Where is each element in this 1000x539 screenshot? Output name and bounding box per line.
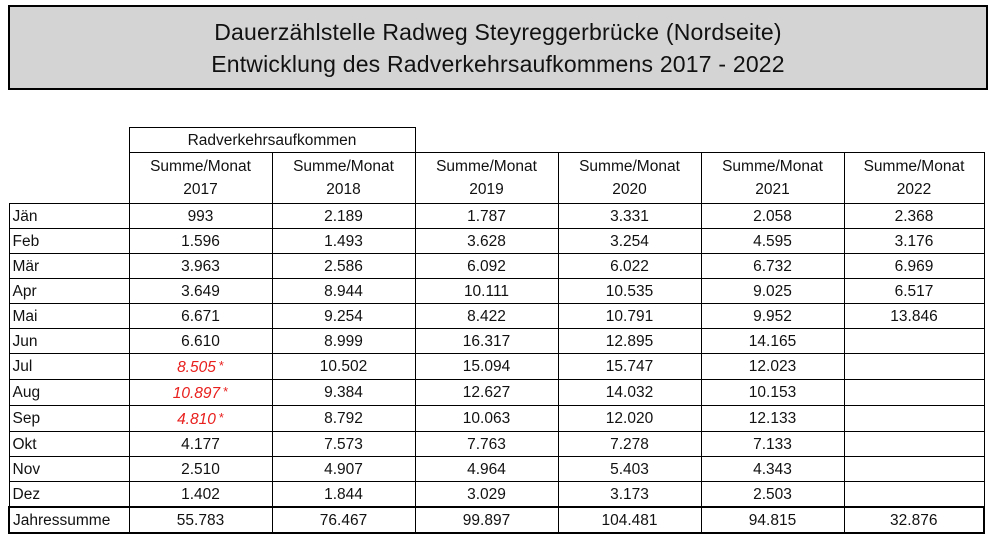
- table-cell: [129, 406, 272, 432]
- total-row: [9, 507, 984, 533]
- table-cell: 14.032: [558, 380, 701, 406]
- column-header-label: Summe/Monat: [293, 158, 394, 175]
- table-cell: 10.153: [701, 380, 844, 406]
- table-cell: 8.944: [272, 279, 415, 304]
- table-cell: 2.510: [129, 457, 272, 482]
- column-header: [558, 153, 701, 204]
- table-cell: 3.628: [415, 229, 558, 254]
- column-header-year: 2018: [326, 181, 361, 198]
- table-row: [9, 229, 984, 254]
- column-header: [129, 153, 272, 204]
- table-cell: 10.063: [415, 406, 558, 432]
- estimated-value: 4.810: [177, 411, 216, 428]
- table-cell: 4.907: [272, 457, 415, 482]
- table-cell: 4.595: [701, 229, 844, 254]
- asterisk-marker: *: [223, 384, 229, 399]
- table-row: [9, 329, 984, 354]
- table-cell: 2.058: [701, 204, 844, 229]
- column-header-year: 2020: [612, 181, 647, 198]
- table-cell: [844, 354, 984, 380]
- table-cell: [844, 329, 984, 354]
- table-cell: 10.502: [272, 354, 415, 380]
- table-cell: 9.254: [272, 304, 415, 329]
- table-cell: 3.331: [558, 204, 701, 229]
- table-cell: 2.503: [701, 482, 844, 508]
- table-cell: [844, 482, 984, 508]
- month-header-empty: [9, 153, 129, 204]
- table-cell: 1.493: [272, 229, 415, 254]
- month-label: Dez: [9, 482, 129, 508]
- table-cell: 1.844: [272, 482, 415, 508]
- month-label: Mär: [9, 254, 129, 279]
- table-cell: 12.023: [701, 354, 844, 380]
- month-label: Jun: [9, 329, 129, 354]
- table-cell: 14.165: [701, 329, 844, 354]
- table-cell: 6.671: [129, 304, 272, 329]
- column-header-label: Summe/Monat: [436, 158, 537, 175]
- table-cell: 7.763: [415, 432, 558, 457]
- total-cell: 32.876: [844, 507, 984, 533]
- table-cell: 5.403: [558, 457, 701, 482]
- table-cell: 3.649: [129, 279, 272, 304]
- table-cell: 12.895: [558, 329, 701, 354]
- table-row: [9, 204, 984, 229]
- month-label: Nov: [9, 457, 129, 482]
- table-cell: 4.343: [701, 457, 844, 482]
- table-cell: 8.792: [272, 406, 415, 432]
- table-cell: [844, 457, 984, 482]
- estimated-value: 10.897: [172, 385, 221, 402]
- table-row: [9, 254, 984, 279]
- table-cell: 10.791: [558, 304, 701, 329]
- table-cell: 993: [129, 204, 272, 229]
- table-cell: 4.177: [129, 432, 272, 457]
- asterisk-marker: *: [218, 410, 224, 425]
- title-line-1: Dauerzählstelle Radweg Steyreggerbrücke (Nordseite): [214, 18, 782, 45]
- table-cell: [129, 380, 272, 406]
- month-label: Mai: [9, 304, 129, 329]
- table-cell: 9.952: [701, 304, 844, 329]
- table-cell: 15.094: [415, 354, 558, 380]
- table-cell: 7.133: [701, 432, 844, 457]
- table-cell: 12.133: [701, 406, 844, 432]
- table-row: [9, 380, 984, 406]
- table-cell: 1.787: [415, 204, 558, 229]
- table-cell: 13.846: [844, 304, 984, 329]
- traffic-table: [8, 127, 985, 534]
- header-spacer: [415, 128, 984, 153]
- table-row: [9, 457, 984, 482]
- table-cell: 6.022: [558, 254, 701, 279]
- total-cell: 55.783: [129, 507, 272, 533]
- month-label: Apr: [9, 279, 129, 304]
- table-cell: [129, 354, 272, 380]
- table-cell: [844, 406, 984, 432]
- table-row: [9, 482, 984, 508]
- table-cell: 2.368: [844, 204, 984, 229]
- estimated-value: 8.505: [177, 359, 216, 376]
- column-header: [844, 153, 984, 204]
- table-cell: 3.173: [558, 482, 701, 508]
- table-row: [9, 432, 984, 457]
- table-cell: 10.111: [415, 279, 558, 304]
- column-header: [272, 153, 415, 204]
- table-cell: 6.092: [415, 254, 558, 279]
- month-label: Sep: [9, 406, 129, 432]
- total-cell: 99.897: [415, 507, 558, 533]
- table-cell: 9.384: [272, 380, 415, 406]
- title-line-2: Entwicklung des Radverkehrsaufkommens 2017 - 2022: [211, 50, 785, 77]
- group-header: Radverkehrsaufkommen: [129, 128, 415, 153]
- table-cell: 10.535: [558, 279, 701, 304]
- column-header-label: Summe/Monat: [579, 158, 680, 175]
- column-header: [415, 153, 558, 204]
- table-cell: 9.025: [701, 279, 844, 304]
- table-cell: 6.610: [129, 329, 272, 354]
- total-cell: 104.481: [558, 507, 701, 533]
- table-cell: 3.254: [558, 229, 701, 254]
- table-row: [9, 304, 984, 329]
- table-cell: 4.964: [415, 457, 558, 482]
- column-header-label: Summe/Monat: [722, 158, 823, 175]
- column-header-label: Summe/Monat: [863, 158, 965, 175]
- table-cell: 8.999: [272, 329, 415, 354]
- column-header-year: 2019: [469, 181, 504, 198]
- table-cell: 12.627: [415, 380, 558, 406]
- table-cell: 7.573: [272, 432, 415, 457]
- table-cell: 7.278: [558, 432, 701, 457]
- table-cell: [844, 380, 984, 406]
- total-cell: 76.467: [272, 507, 415, 533]
- table-cell: 3.176: [844, 229, 984, 254]
- total-label: Jahressumme: [9, 507, 129, 533]
- table-row: [9, 279, 984, 304]
- total-cell: 94.815: [701, 507, 844, 533]
- table-cell: 8.422: [415, 304, 558, 329]
- table-cell: [844, 432, 984, 457]
- column-header-year: 2022: [896, 181, 932, 198]
- table-cell: 15.747: [558, 354, 701, 380]
- table-cell: 2.189: [272, 204, 415, 229]
- table-cell: 16.317: [415, 329, 558, 354]
- column-header-year: 2017: [183, 181, 218, 198]
- table-cell: 6.969: [844, 254, 984, 279]
- title-box: [8, 5, 988, 90]
- table-cell: 12.020: [558, 406, 701, 432]
- table-cell: 1.596: [129, 229, 272, 254]
- month-label: Feb: [9, 229, 129, 254]
- month-label: Okt: [9, 432, 129, 457]
- table-row: [9, 406, 984, 432]
- asterisk-marker: *: [218, 358, 224, 373]
- month-label: Jul: [9, 354, 129, 380]
- month-label: Jän: [9, 204, 129, 229]
- table-cell: 2.586: [272, 254, 415, 279]
- table-cell: 6.517: [844, 279, 984, 304]
- column-header: [701, 153, 844, 204]
- table-row: [9, 354, 984, 380]
- month-label: Aug: [9, 380, 129, 406]
- table-cell: 3.963: [129, 254, 272, 279]
- table-cell: 6.732: [701, 254, 844, 279]
- column-header-label: Summe/Monat: [150, 158, 251, 175]
- table-cell: 3.029: [415, 482, 558, 508]
- corner-empty: [9, 128, 129, 153]
- column-header-year: 2021: [755, 181, 790, 198]
- table-cell: 1.402: [129, 482, 272, 508]
